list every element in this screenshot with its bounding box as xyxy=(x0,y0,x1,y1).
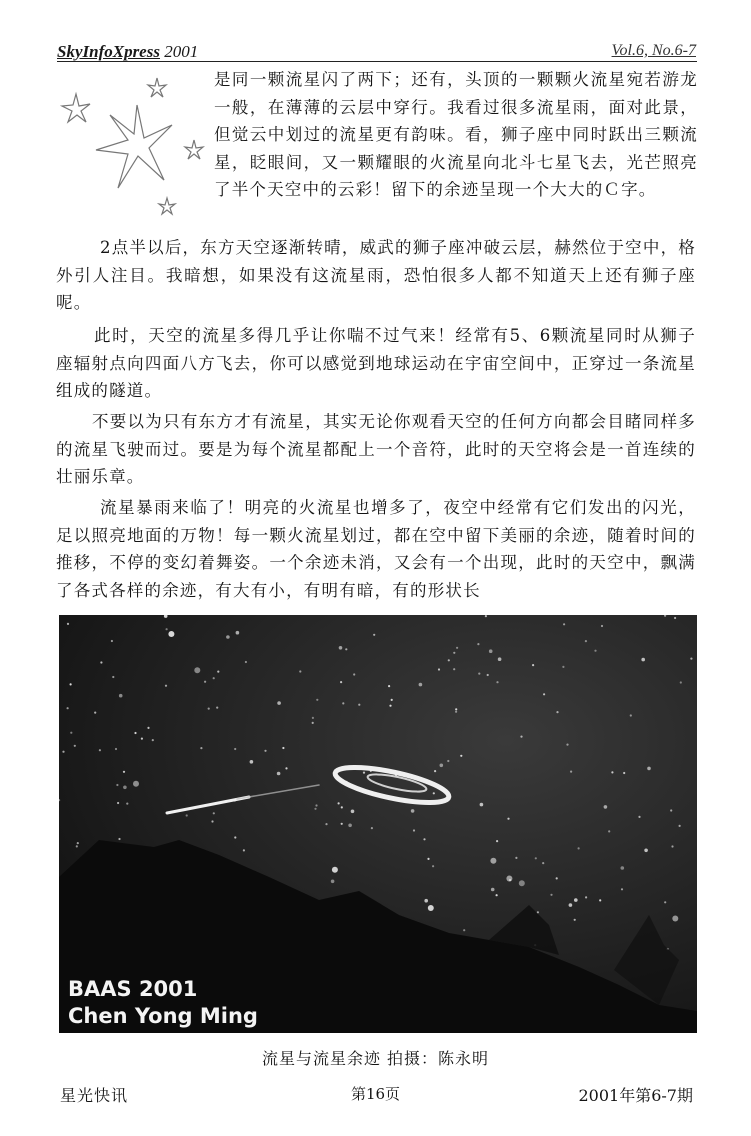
paragraph-2: 2点半以后，东方天空逐渐转晴，威武的狮子座冲破云层，赫然位于空中，格外引人注目。我暗想，如果没有这流星雨，恐怕很多人都不知道天上还有狮子座呢。 xyxy=(56,238,696,312)
meteor-photo xyxy=(59,615,697,1033)
photo-caption: 流星与流星余迹 拍摄：陈永明 xyxy=(261,1049,490,1068)
paragraph-5: 流星暴雨来临了！明亮的火流星也增多了，夜空中经常有它们发出的闪光，足以照亮地面的万物！每一颗火流星划过，都在空中留下美丽的余迹，随着时间的推移，不停的变幻着舞姿。一个余迹未消，又会有一个出现，此时的天空中，飘满了各式各样的余迹，有大有小，有明有暗，有的形状长 xyxy=(56,498,696,600)
paragraph-4: 不要以为只有东方才有流星，其实无论你观看天空的任何方向都会目睹同样多的流星飞驶而过。要是为每个流星都配上一个音符，此时的天空将会是一首连续的壮丽乐章。 xyxy=(56,412,696,486)
decorative-stars-icon xyxy=(52,70,212,220)
paragraph-1: 是同一颗流星闪了两下；还有，头顶的一颗颗火流星宛若游龙一般，在薄薄的云层中穿行。我看过很多流星雨，面对此景，但觉云中划过的流星更有韵味。看，狮子座中同时跃出三颗流星，眨眼间，又一颗耀眼的火流星向北斗七星飞去，光芒照亮了半个天空中的云彩！留下的余迹呈现一个大大的Ｃ字。 xyxy=(214,70,698,199)
footer-publication: 星光快讯 xyxy=(60,1086,129,1105)
paragraph-3: 此时，天空的流星多得几乎让你喘不过气来！经常有5、6颗流星同时从狮子座辐射点向四面八方飞去，你可以感觉到地球运动在宇宙空间中，正穿过一条流星组成的隧道。 xyxy=(56,326,696,400)
page-number: 第16页 xyxy=(350,1085,401,1103)
footer-issue: 2001年第6-7期 xyxy=(578,1086,693,1105)
issue-number: Vol.6, No.6-7 xyxy=(611,42,696,59)
header-divider xyxy=(57,61,697,62)
journal-title: SkyInfoXpress 2001 xyxy=(57,42,199,61)
photo-credit: BAAS 2001 Chen Yong Ming xyxy=(68,977,258,1028)
